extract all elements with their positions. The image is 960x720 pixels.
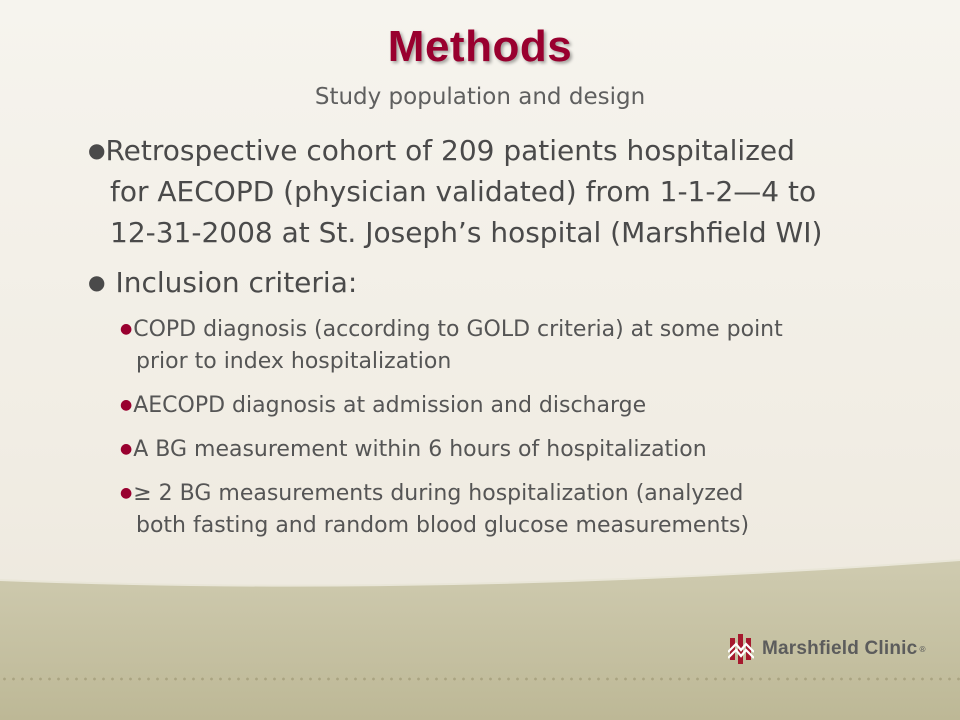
sub-bullet-text: AECOPD diagnosis at admission and discharge [133, 393, 647, 418]
sub-bullet-line: prior to index hospitalization [136, 349, 452, 374]
sub-bullet-line [120, 477, 920, 510]
slide-title: Methods [387, 22, 573, 71]
bullet-retrospective-cohort [88, 130, 928, 253]
sub-bullet-aecopd-diagnosis [120, 389, 920, 422]
bullet-line: 12-31-2008 at St. Joseph’s hospital (Marshfield WI) [110, 216, 823, 249]
bullet-dot-icon: ● [88, 138, 106, 162]
sub-bullet-bg-measurements-count [120, 477, 920, 542]
sub-bullet-dot-icon: ● [120, 485, 133, 501]
sub-bullet-dot-icon: ● [120, 441, 133, 457]
sub-bullet-text: A BG measurement within 6 hours of hospitalization [133, 437, 707, 462]
sub-bullet-bg-measurement [120, 433, 920, 466]
sub-bullet-line: both fasting and random blood glucose measurements) [136, 513, 750, 538]
logo-text: Marshfield Clinic [762, 638, 918, 659]
bullet-line: for AECOPD (physician validated) from 1-1-2—4 to [110, 175, 817, 208]
dotted-divider [0, 676, 960, 682]
bullet-text: Retrospective cohort of 209 patients hospitalized [105, 134, 795, 167]
slide-subtitle: Study population and design [314, 84, 646, 110]
bullet-dot-icon: ● [88, 270, 106, 294]
sub-bullet-line [120, 389, 920, 422]
sub-bullet-dot-icon: ● [120, 397, 133, 413]
sub-bullet-text: COPD diagnosis (according to GOLD criteria) at some point [133, 317, 783, 342]
logo-registered-mark: ® [918, 644, 927, 654]
marshfield-clinic-logo-icon [728, 632, 754, 666]
bullet-inclusion-criteria [88, 262, 928, 303]
sub-bullet-text: ≥ 2 BG measurements during hospitalization (analyzed [133, 481, 744, 506]
sub-bullet-line [120, 433, 920, 466]
sub-bullet-dot-icon: ● [120, 321, 133, 337]
sub-bullet-line [120, 313, 920, 346]
bullet-line [88, 130, 928, 171]
marshfield-clinic-logo [728, 632, 926, 666]
sub-bullet-copd-diagnosis [120, 313, 920, 378]
bullet-line [88, 262, 928, 303]
bullet-text: Inclusion criteria: [115, 266, 358, 299]
